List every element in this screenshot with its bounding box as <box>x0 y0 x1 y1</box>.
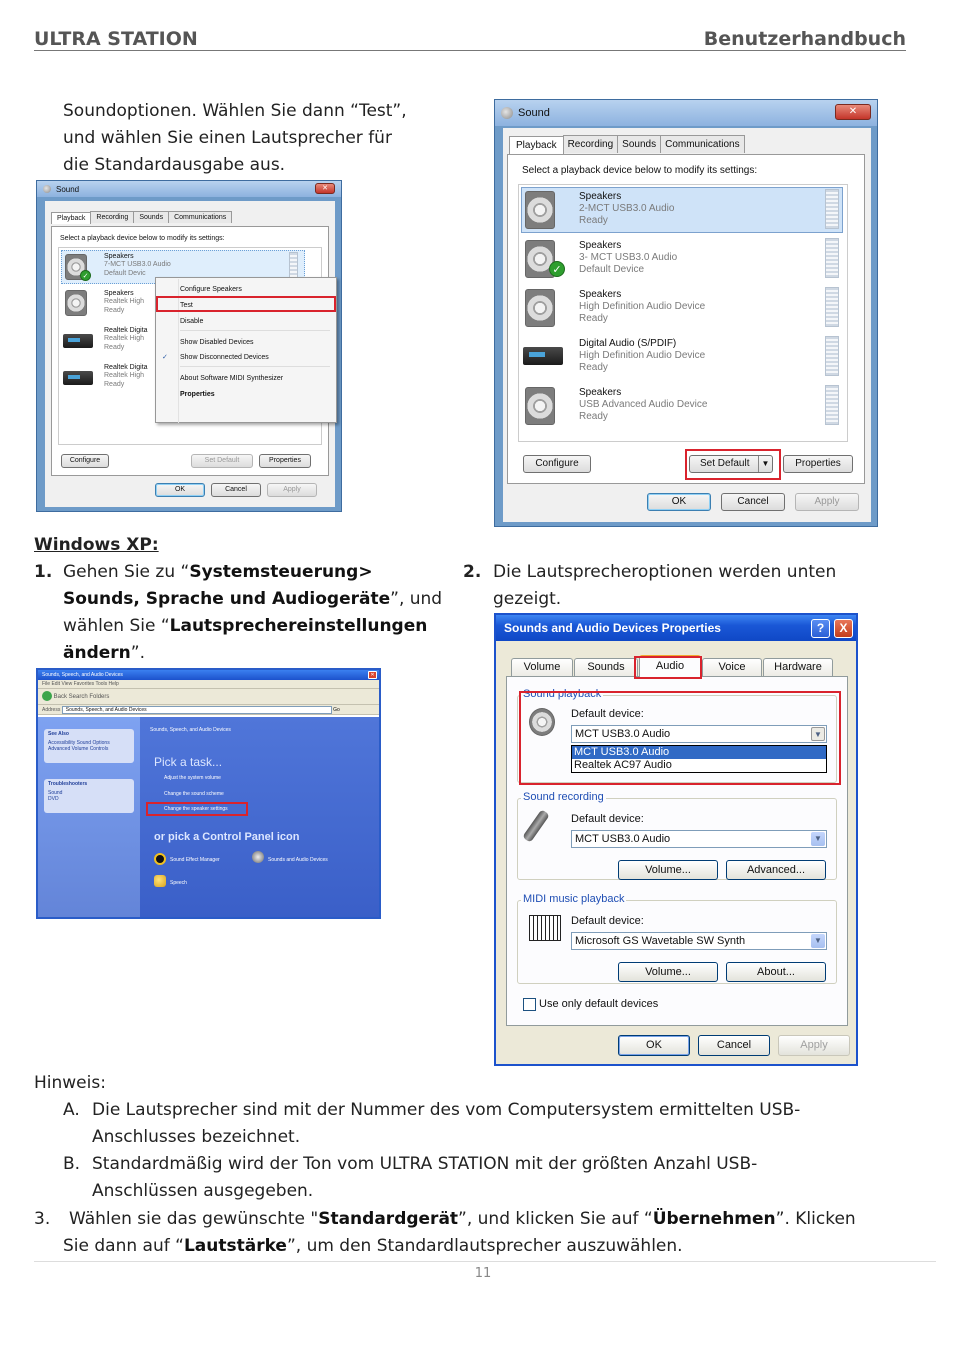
selected-value: MCT USB3.0 Audio <box>575 833 671 845</box>
footer-divider <box>34 1261 936 1262</box>
task-adjust-volume[interactable]: Adjust the system volume <box>164 775 221 781</box>
menu-show-disconnected[interactable]: Show Disconnected Devices <box>180 354 269 361</box>
step3-line1: Wählen sie das gewünschte "Standardgerät”, und klicken Sie auf “Übernehmen”. Klicken <box>69 1209 856 1229</box>
hinweis-line: Die Lautsprecher sind mit der Nummer des vom Computersystem ermittelten USB- <box>92 1100 801 1120</box>
highlight-box <box>146 802 248 816</box>
dropdown-arrow-icon[interactable]: ▼ <box>811 934 825 948</box>
highlight-box <box>685 449 781 480</box>
advanced-button[interactable]: Advanced... <box>726 860 826 880</box>
step2-line: gezeigt. <box>493 589 562 609</box>
properties-button[interactable]: Properties <box>259 454 311 468</box>
troubleshooter-item[interactable]: DVD <box>48 796 59 802</box>
only-default-label: Use only default devices <box>539 998 659 1010</box>
toolbar <box>38 689 379 705</box>
main-panel <box>140 717 381 919</box>
midi-device-select[interactable] <box>571 932 827 950</box>
tab-recording[interactable]: Recording <box>563 135 619 153</box>
tab-sounds[interactable]: Sounds <box>617 135 661 153</box>
dialog-title: Sounds and Audio Devices Properties <box>504 621 721 635</box>
win7-sound-dialog-small <box>36 180 342 512</box>
task-speaker-settings[interactable]: Change the speaker settings <box>164 806 228 812</box>
tab-sounds[interactable]: Sounds <box>574 658 638 676</box>
digital-device-icon <box>63 334 93 348</box>
hinweis-line: Standardmäßig wird der Ton vom ULTRA STATION mit der größten Anzahl USB- <box>92 1154 758 1174</box>
about-button[interactable]: About... <box>726 962 826 982</box>
hinweis-item-b <box>92 1151 912 1205</box>
speaker-icon <box>43 185 51 193</box>
step1-line: Sounds, Sprache und Audiogeräte”, und <box>63 589 443 609</box>
troubleshooters-box <box>44 779 134 813</box>
dropdown-arrow-icon[interactable]: ▼ <box>758 456 772 472</box>
midi-volume-button[interactable]: Volume... <box>618 962 718 982</box>
step2-line: Die Lautsprecheroptionen werden unten <box>493 562 837 582</box>
step3-number: 3. <box>34 1209 51 1229</box>
see-also-box <box>44 729 134 763</box>
default-device-label: Default device: <box>571 708 644 720</box>
menu-properties[interactable]: Properties <box>180 391 215 398</box>
configure-button[interactable]: Configure <box>61 454 109 468</box>
close-icon[interactable]: X <box>834 619 853 638</box>
tab-playback[interactable]: Playback <box>509 136 564 154</box>
step1-text <box>63 559 463 667</box>
menu-separator <box>180 330 330 331</box>
speaker-device-icon <box>65 290 87 316</box>
recording-device-select[interactable] <box>571 830 827 848</box>
hinweis-marker-a: A. <box>63 1100 80 1120</box>
midi-keyboard-icon <box>529 915 561 941</box>
tab-sounds[interactable]: Sounds <box>133 211 169 223</box>
selected-device-row[interactable] <box>521 187 843 233</box>
instruction-text: Select a playback device below to modify its settings: <box>522 165 758 176</box>
tab-volume[interactable]: Volume <box>511 658 573 676</box>
apply-button[interactable]: Apply <box>778 1035 850 1056</box>
step2-text <box>493 559 913 613</box>
level-meter <box>825 385 839 425</box>
device-label: Speakers 2-MCT USB3.0 Audio Ready <box>579 191 675 226</box>
instruction-text: Select a playback device below to modify its settings: <box>60 235 225 242</box>
icon-sound-effect-manager[interactable]: Sound Effect Manager <box>170 857 220 863</box>
set-default-button[interactable]: Set Default <box>191 454 253 468</box>
toolbar-labels[interactable]: Back Search Folders <box>53 694 110 700</box>
dropdown-option[interactable]: Realtek AC97 Audio <box>574 759 672 771</box>
cancel-button[interactable]: Cancel <box>721 493 785 511</box>
device-list <box>518 184 848 442</box>
speaker-device-icon <box>525 387 555 425</box>
dialog-content <box>503 128 871 522</box>
level-meter <box>825 189 839 229</box>
default-device-label: Default device: <box>571 813 644 825</box>
tab-voice[interactable]: Voice <box>702 658 762 676</box>
digital-device-icon <box>63 371 93 385</box>
tab-playback[interactable]: Playback <box>51 212 91 224</box>
side-panel <box>38 717 140 919</box>
highlight-box <box>156 296 336 312</box>
menu-bar[interactable]: File Edit View Favorites Tools Help <box>38 680 379 689</box>
dialog-tabs <box>509 135 744 153</box>
level-meter <box>825 336 839 376</box>
xp-sounds-audio-dialog <box>494 613 858 1066</box>
menu-separator <box>180 366 330 367</box>
category-title: Sounds, Speech, and Audio Devices <box>150 727 231 733</box>
sound-recording-label: Sound recording <box>523 791 604 803</box>
configure-button[interactable]: Configure <box>523 455 591 473</box>
digital-device-icon <box>523 347 563 365</box>
menu-about-midi[interactable]: About Software MIDI Synthesizer <box>180 375 284 382</box>
default-device-label: Default device: <box>571 915 644 927</box>
see-also-item[interactable]: Accessibility Sound Options <box>48 740 110 746</box>
highlight-box <box>519 691 841 785</box>
apply-button[interactable]: Apply <box>267 483 317 497</box>
close-icon[interactable]: ✕ <box>835 104 871 120</box>
intro-line: und wählen Sie einen Lautsprecher für <box>63 128 392 148</box>
ok-button[interactable]: OK <box>618 1035 690 1056</box>
dropdown-arrow-icon[interactable]: ▼ <box>811 832 825 846</box>
hinweis-label: Hinweis: <box>34 1073 106 1093</box>
address-bar <box>38 705 379 715</box>
set-default-label: Set Default <box>700 458 750 469</box>
menu-show-disabled[interactable]: Show Disabled Devices <box>180 339 254 346</box>
windows-xp-heading: Windows XP: <box>34 535 159 555</box>
troubleshooter-item[interactable]: Sound <box>48 790 63 796</box>
step1-line: Gehen Sie zu “Systemsteuerung> <box>63 562 373 582</box>
audio-tab-panel <box>506 676 848 1026</box>
device-label: Speakers Realtek High Ready <box>104 290 145 314</box>
hinweis-line: Anschlusses bezeichnet. <box>92 1127 301 1147</box>
level-meter <box>289 252 298 280</box>
playback-panel <box>507 154 865 484</box>
tab-communications[interactable]: Communications <box>660 135 744 153</box>
xp-control-panel-window <box>36 668 381 919</box>
tab-audio[interactable]: Audio <box>639 655 701 677</box>
ok-button[interactable]: OK <box>155 483 205 497</box>
page-number: 11 <box>474 1266 492 1281</box>
recording-volume-button[interactable]: Volume... <box>618 860 718 880</box>
help-icon[interactable]: ? <box>811 619 830 638</box>
device-label: Digital Audio (S/PDIF) High Definition Audio Device Ready <box>579 338 706 373</box>
level-meter <box>825 238 839 278</box>
menu-disable[interactable]: Disable <box>180 318 204 325</box>
device-label: Realtek Digita Realtek High Ready <box>104 327 148 351</box>
dialog-titlebar <box>37 181 341 197</box>
sound-effect-manager-icon[interactable] <box>154 853 166 865</box>
window-titlebar <box>38 670 379 680</box>
dialog-titlebar <box>495 100 877 126</box>
cancel-button[interactable]: Cancel <box>698 1035 770 1056</box>
context-menu <box>155 277 337 423</box>
header-manual: Benutzerhandbuch <box>703 28 906 50</box>
tab-recording[interactable]: Recording <box>90 211 134 223</box>
pick-task-title: Pick a task... <box>154 755 223 769</box>
level-meter <box>825 287 839 327</box>
selected-value: MCT USB3.0 Audio <box>575 728 671 740</box>
device-label: Speakers 3- MCT USB3.0 Audio Default Device <box>579 240 678 275</box>
hinweis-marker-b: B. <box>63 1154 81 1174</box>
device-label: Speakers High Definition Audio Device Ready <box>579 289 706 324</box>
step3-line2: Sie dann auf “Lautstärke”, um den Standardlautsprecher auszuwählen. <box>63 1236 683 1256</box>
only-default-checkbox[interactable] <box>523 998 536 1011</box>
device-label: Speakers USB Advanced Audio Device Ready <box>579 387 708 422</box>
pick-icon-title: or pick a Control Panel icon <box>154 831 300 843</box>
see-also-item[interactable]: Advanced Volume Controls <box>48 746 109 752</box>
tab-hardware[interactable]: Hardware <box>763 658 833 676</box>
step2-number: 2. <box>463 562 482 582</box>
speaker-icon[interactable] <box>252 851 264 863</box>
properties-button[interactable]: Properties <box>783 455 853 473</box>
speaker-icon <box>501 107 513 119</box>
highlight-box <box>634 656 702 679</box>
midi-playback-label: MIDI music playback <box>523 893 625 905</box>
default-check-icon: ✓ <box>549 261 565 277</box>
address-label: Address <box>42 707 61 713</box>
icon-sounds-audio-devices[interactable]: Sounds and Audio Devices <box>268 857 328 863</box>
dialog-titlebar <box>496 615 856 641</box>
header-title: ULTRA STATION <box>34 28 198 50</box>
menu-test[interactable]: Test <box>180 302 193 309</box>
back-icon[interactable] <box>42 691 52 701</box>
speech-icon[interactable] <box>154 875 166 887</box>
ok-button[interactable]: OK <box>647 493 711 511</box>
step1-number: 1. <box>34 562 53 582</box>
cancel-button[interactable]: Cancel <box>211 483 261 497</box>
speaker-device-icon <box>525 289 555 327</box>
dropdown-arrow-icon[interactable]: ▼ <box>811 727 825 741</box>
intro-line: Soundoptionen. Wählen Sie dann “Test”, <box>63 101 407 121</box>
go-button[interactable]: Go <box>333 707 340 713</box>
tab-communications[interactable]: Communications <box>168 211 232 223</box>
troubleshooters-title: Troubleshooters <box>48 781 88 787</box>
intro-line: die Standardausgabe aus. <box>63 155 286 175</box>
dialog-content <box>45 201 335 507</box>
hinweis-item-a <box>92 1097 912 1151</box>
device-label: Realtek Digita Realtek High Ready <box>104 364 148 388</box>
win7-sound-dialog-large <box>494 99 878 527</box>
speaker-device-icon <box>525 191 555 229</box>
default-check-icon: ✓ <box>80 270 91 281</box>
see-also-title: See Also <box>48 731 69 737</box>
address-field[interactable]: Sounds, Speech, and Audio Devices <box>62 706 332 714</box>
selected-value: Microsoft GS Wavetable SW Synth <box>575 935 746 947</box>
step1-line: ändern”. <box>63 643 145 663</box>
close-icon[interactable]: ✕ <box>315 183 335 194</box>
header-divider <box>34 50 906 51</box>
menu-configure-speakers[interactable]: Configure Speakers <box>180 286 242 293</box>
close-icon[interactable]: ✕ <box>368 671 377 679</box>
apply-button[interactable]: Apply <box>795 493 859 511</box>
checkmark-icon: ✓ <box>162 354 168 361</box>
device-label: Speakers 7-MCT USB3.0 Audio Default Devic <box>104 253 171 277</box>
window-title: Sounds, Speech, and Audio Devices <box>42 672 123 678</box>
dialog-title: Sound <box>56 184 80 194</box>
sound-playback-label: Sound playback <box>523 688 602 700</box>
hinweis-line: Anschlüssen ausgegeben. <box>92 1181 314 1201</box>
dropdown-option[interactable]: MCT USB3.0 Audio <box>572 746 826 759</box>
dialog-title: Sound <box>518 107 550 119</box>
dialog-tabs <box>51 211 231 223</box>
task-sound-scheme[interactable]: Change the sound scheme <box>164 791 224 797</box>
icon-speech[interactable]: Speech <box>170 880 187 886</box>
step1-line: wählen Sie “Lautsprechereinstellungen <box>63 616 428 636</box>
intro-paragraph <box>63 98 463 179</box>
